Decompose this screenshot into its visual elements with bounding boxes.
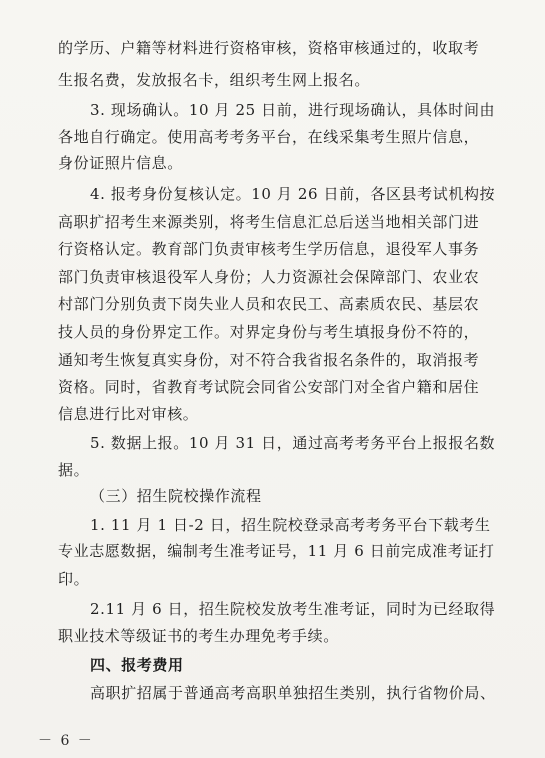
text-line: 的学历、户籍等材料进行资格审核，资格审核通过的，收取考 <box>58 39 480 57</box>
text-line: 资格。同时，省教育考试院会同省公安部门对全省户籍和居住 <box>58 378 480 396</box>
section-heading: 四、报考费用 <box>90 656 184 674</box>
text-line: 2.11 月 6 日，招生院校发放考生准考证，同时为已经取得 <box>90 600 496 618</box>
text-line: 5. 数据上报。10 月 31 日，通过高考考务平台上报报名数 <box>90 434 496 452</box>
text-line: 高职扩招考生来源类别，将考生信息汇总后送当地相关部门进 <box>58 213 480 231</box>
text-line: 村部门分别负责下岗失业人员和农民工、高素质农民、基层农 <box>58 295 480 313</box>
text-line: 3. 现场确认。10 月 25 日前，进行现场确认，具体时间由 <box>90 101 496 119</box>
section-heading: （三）招生院校操作流程 <box>90 487 262 505</box>
text-line: 据。 <box>58 461 90 479</box>
text-line: 各地自行确定。使用高考考务平台，在线采集考生照片信息， <box>58 128 480 146</box>
text-line: 部门负责审核退役军人身份；人力资源社会保障部门、农业农 <box>58 268 480 286</box>
text-line: 职业技术等级证书的考生办理免考手续。 <box>58 627 339 645</box>
text-line: 身份证照片信息。 <box>58 154 183 172</box>
text-line: 1. 11 月 1 日-2 日，招生院校登录高考考务平台下载考生 <box>90 516 491 534</box>
text-line: 生报名费，发放报名卡，组织考生网上报名。 <box>58 71 371 89</box>
page-number: － 6 － <box>38 733 94 749</box>
text-line: 信息进行比对审核。 <box>58 405 199 423</box>
text-line: 专业志愿数据，编制考生准考证号，11 月 6 日前完成准考证打 <box>58 542 495 560</box>
text-line: 印。 <box>58 570 90 588</box>
text-line: 行资格认定。教育部门负责审核考生学历信息，退役军人事务 <box>58 240 480 258</box>
text-line: 通知考生恢复真实身份，对不符合我省报名条件的，取消报考 <box>58 351 480 369</box>
text-line: 技人员的身份界定工作。对界定身份与考生填报身份不符的， <box>58 323 480 341</box>
text-line: 高职扩招属于普通高考高职单独招生类别，执行省物价局、 <box>90 684 496 702</box>
text-line: 4. 报考身份复核认定。10 月 26 日前，各区县考试机构按 <box>90 185 496 203</box>
